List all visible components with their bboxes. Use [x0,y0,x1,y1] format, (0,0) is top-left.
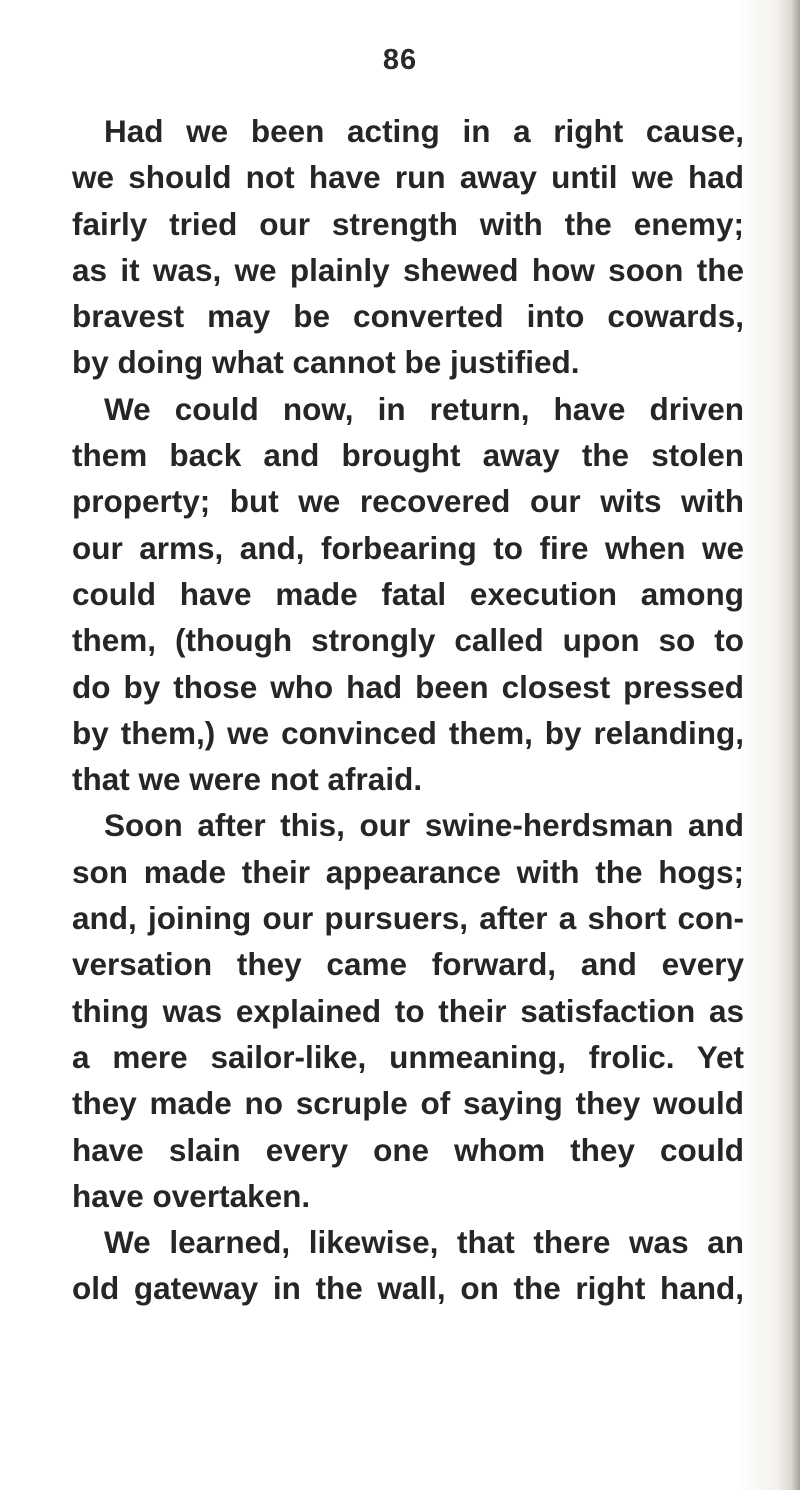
text-line: fairly tried our strength with the enemy; [72,205,744,242]
text-line: by doing what cannot be justified. [72,344,580,381]
text-line: versation they came forward, and every [72,946,744,983]
text-line: have slain every one whom they could [72,1131,744,1168]
text-line: we should not have run away until we had [72,159,744,196]
text-line: do by those who had been closest pressed [72,668,744,705]
text-line: Had we been acting in a right cause, [104,113,744,149]
text-line: thing was explained to their satisfaction as [72,992,744,1029]
text-line: could have made fatal execution among [72,575,744,612]
text-line: them back and brought away the stolen [72,437,744,474]
text-line: property; but we recovered our wits with [72,483,744,520]
text-line: and, joining our pursuers, after a short con- [72,900,744,937]
text-line: a mere sailor-like, unmeaning, frolic. Yet [72,1038,744,1075]
text-line: that we were not afraid. [72,761,423,798]
text-line: them, (though strongly called upon so to [72,622,744,659]
page-edge-shadow [778,0,800,1490]
text-line: bravest may be converted into cowards, [72,298,744,335]
page-number: 86 [382,44,418,76]
text-line: they made no scruple of saying they would [72,1085,744,1122]
text-line: We learned, likewise, that there was an [104,1224,744,1261]
text-line: son made their appearance with the hogs; [72,853,744,890]
text-line: We could now, in return, have driven [104,390,744,427]
text-line: as it was, we plainly shewed how soon the [72,251,744,288]
text-line: Soon after this, our swine-herdsman and [104,807,744,844]
text-line: have overtaken. [72,1177,311,1214]
text-line: old gateway in the wall, on the right hand, [72,1270,744,1307]
text-line: our arms, and, forbearing to fire when we [72,529,744,566]
body-text [72,108,744,1312]
text-line: by them,) we convinced them, by relanding, [72,714,744,751]
